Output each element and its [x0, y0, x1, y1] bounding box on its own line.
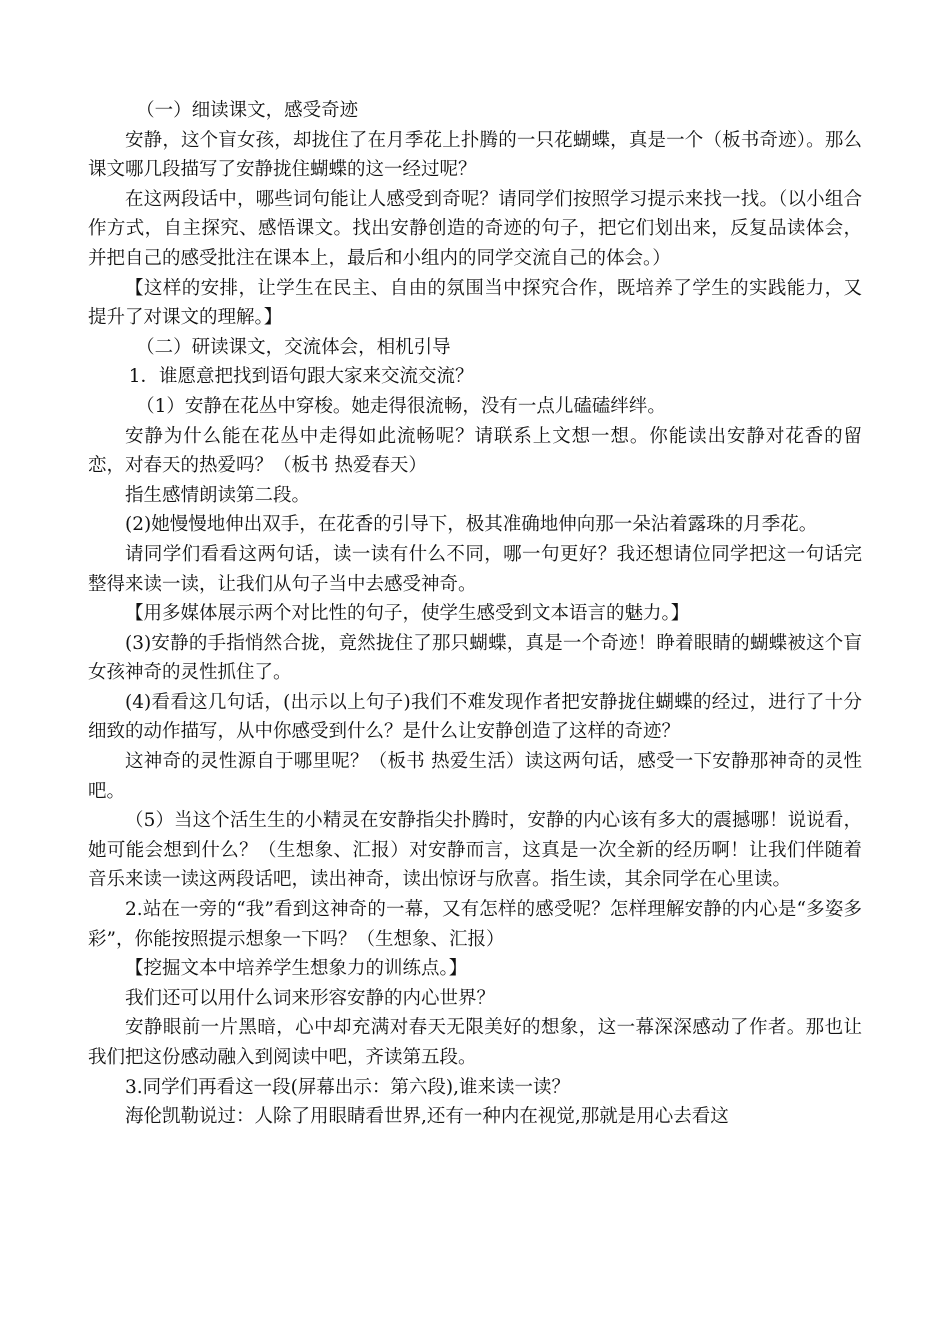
paragraph: (2)她慢慢地伸出双手，在花香的引导下，极其准确地伸向那一朵沾着露珠的月季花。	[125, 514, 818, 536]
paragraph: （5）当这个活生生的小精灵在安静指尖扑腾时，安静的内心该有多大的震撼哪！说说看，她可能会想到什么？（生想象、汇报）对安静而言，这真是一次全新的经历啊！让我们伴随着音乐来读一读这两段话吧，读出神奇，读出惊讶与欣喜。指生读，其余同学在心里读。	[88, 810, 862, 891]
paragraph: 安静，这个盲女孩，却拢住了在月季花上扑腾的一只花蝴蝶，真是一个（板书奇迹）。那么课文哪几段描写了安静拢住蝴蝶的这一经过呢？	[88, 129, 862, 181]
paragraph: 指生感情朗读第二段。	[125, 484, 311, 506]
paragraph: 请同学们看看这两句话，读一读有什么不同，哪一句更好？我还想请位同学把这一句话完整得来读一读，让我们从句子当中去感受神奇。	[88, 543, 862, 595]
paragraph: 【这样的安排，让学生在民主、自由的氛围当中探究合作，既培养了学生的实践能力，又提升了对课文的理解。】	[88, 277, 862, 329]
paragraph: 海伦凯勒说过：人除了用眼睛看世界,还有一种内在视觉,那就是用心去看这	[125, 1106, 729, 1128]
paragraph: 在这两段话中，哪些词句能让人感受到奇呢？请同学们按照学习提示来找一找。（以小组合作方式，自主探究、感悟课文。找出安静创造的奇迹的句子，把它们划出来，反复品读体会，并把自己的感受批注在课本上，最后和小组内的同学交流自己的体会。）	[88, 188, 862, 269]
document-body	[88, 96, 862, 1132]
paragraph: 安静为什么能在花丛中走得如此流畅呢？请联系上文想一想。你能读出安静对花香的留恋，对春天的热爱吗？（板书 热爱春天）	[88, 425, 862, 477]
section-heading-1: （一）细读课文，感受奇迹	[136, 100, 359, 121]
paragraph: 这神奇的灵性源自于哪里呢？（板书 热爱生活）读这两句话，感受一下安静那神奇的灵性吧。	[88, 751, 862, 802]
paragraph: 2.站在一旁的“我”看到这神奇的一幕，又有怎样的感受呢？怎样理解安静的内心是“多姿多彩”，你能按照提示想象一下吗？（生想象、汇报）	[88, 899, 862, 950]
paragraph: 【挖掘文本中培养学生想象力的训练点。】	[125, 958, 468, 980]
paragraph: 3.同学们再看这一段(屏幕出示：第六段),谁来读一读？	[125, 1076, 570, 1098]
paragraph: 1．谁愿意把找到语句跟大家来交流交流？	[128, 366, 474, 388]
paragraph: （1）安静在花丛中穿梭。她走得很流畅，没有一点儿磕磕绊绊。	[136, 395, 666, 417]
paragraph: 【用多媒体展示两个对比性的句子，使学生感受到文本语言的魅力。】	[125, 603, 690, 625]
section-heading-2: （二）研读课文，交流体会，相机引导	[136, 336, 451, 358]
paragraph: 安静眼前一片黑暗，心中却充满对春天无限美好的想象，这一幕深深感动了作者。那也让我们把这份感动融入到阅读中吧，齐读第五段。	[88, 1017, 862, 1068]
paragraph: 我们还可以用什么词来形容安静的内心世界？	[125, 987, 496, 1009]
paragraph: (3)安静的手指悄然合拢，竟然拢住了那只蝴蝶，真是一个奇迹！睁着眼睛的蝴蝶被这个盲女孩神奇的灵性抓住了。	[88, 632, 862, 684]
paragraph: (4)看看这几句话，(出示以上句子)我们不难发现作者把安静拢住蝴蝶的经过，进行了十分细致的动作描写，从中你感受到什么？是什么让安静创造了这样的奇迹？	[88, 691, 862, 743]
